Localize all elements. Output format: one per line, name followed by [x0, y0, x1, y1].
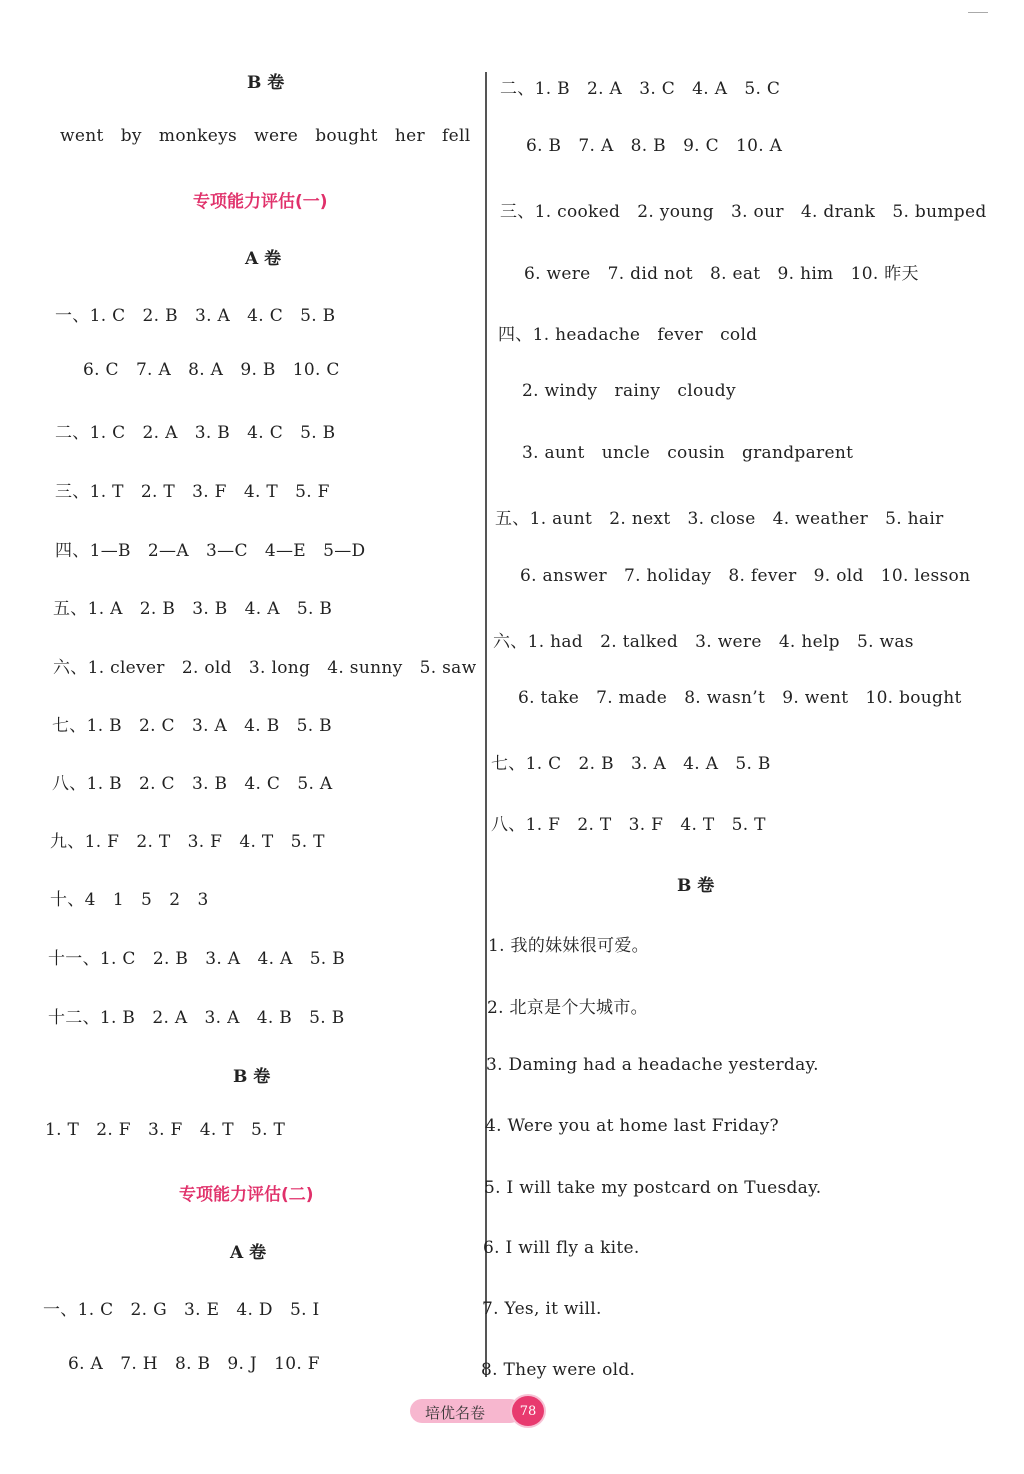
answer-line: 七、1. B 2. C 3. A 4. B 5. B — [52, 716, 332, 736]
answer-line: 三、1. cooked 2. young 3. our 4. drank 5. bumped — [500, 202, 987, 222]
section-title-1: 专项能力评估(一) — [193, 192, 328, 212]
answer-line: 6. I will fly a kite. — [483, 1238, 640, 1258]
heading-b-juan-2: B 卷 — [233, 1067, 271, 1087]
answer-line: 十、4 1 5 2 3 — [50, 890, 209, 910]
answer-line: 五、1. A 2. B 3. B 4. A 5. B — [53, 599, 333, 619]
heading-a-juan-2: A 卷 — [230, 1243, 267, 1263]
section-title-2: 专项能力评估(二) — [179, 1185, 314, 1205]
answer-line: 6. A 7. H 8. B 9. J 10. F — [68, 1354, 320, 1374]
left-column — [0, 0, 480, 1474]
answer-line: 十二、1. B 2. A 3. A 4. B 5. B — [48, 1008, 345, 1028]
answer-line: 6. B 7. A 8. B 9. C 10. A — [526, 136, 783, 156]
answer-line: 3. Daming had a headache yesterday. — [486, 1055, 819, 1075]
answer-line: 2. windy rainy cloudy — [522, 381, 736, 401]
answer-line: 一、1. C 2. B 3. A 4. C 5. B — [55, 306, 336, 326]
footer-label: 培优名卷 — [425, 1404, 486, 1422]
page-number: 78 — [512, 1396, 544, 1426]
answer-line: 6. answer 7. holiday 8. fever 9. old 10. lesson — [520, 566, 971, 586]
answer-line: 6. take 7. made 8. wasn’t 9. went 10. bought — [518, 688, 962, 708]
answer-line: 4. Were you at home last Friday? — [485, 1116, 779, 1136]
answer-line: 2. 北京是个大城市。 — [487, 998, 648, 1018]
answer-line: 六、1. had 2. talked 3. were 4. help 5. was — [493, 632, 914, 652]
answer-line: 8. They were old. — [481, 1360, 636, 1380]
right-column — [480, 0, 1024, 1474]
answer-line: 八、1. F 2. T 3. F 4. T 5. T — [491, 815, 766, 835]
answer-line: 6. C 7. A 8. A 9. B 10. C — [83, 360, 340, 380]
answer-line: 十一、1. C 2. B 3. A 4. A 5. B — [48, 949, 346, 969]
answer-line: 1. 我的妹妹很可爱。 — [488, 936, 649, 956]
answer-line: went by monkeys were bought her fell — [60, 126, 471, 146]
answer-line: 二、1. C 2. A 3. B 4. C 5. B — [55, 423, 336, 443]
answer-line: 6. were 7. did not 8. eat 9. him 10. 昨天 — [524, 264, 919, 284]
answer-line: 7. Yes, it will. — [482, 1299, 602, 1319]
heading-b-juan: B 卷 — [677, 876, 715, 896]
answer-line: 五、1. aunt 2. next 3. close 4. weather 5. hair — [495, 509, 944, 529]
answer-line: 三、1. T 2. T 3. F 4. T 5. F — [55, 482, 330, 502]
answer-line: 四、1—B 2—A 3—C 4—E 5—D — [55, 541, 366, 561]
answer-line: 四、1. headache fever cold — [498, 325, 758, 345]
page-footer — [410, 1396, 550, 1426]
answer-line: 七、1. C 2. B 3. A 4. A 5. B — [491, 754, 771, 774]
answer-line: 3. aunt uncle cousin grandparent — [522, 443, 854, 463]
answer-line: 二、1. B 2. A 3. C 4. A 5. C — [500, 79, 781, 99]
answer-line: 九、1. F 2. T 3. F 4. T 5. T — [50, 832, 325, 852]
answer-line: 5. I will take my postcard on Tuesday. — [484, 1178, 822, 1198]
answer-line: 六、1. clever 2. old 3. long 4. sunny 5. saw — [53, 658, 477, 678]
heading-b-juan-1: B 卷 — [247, 73, 285, 93]
answer-line: 一、1. C 2. G 3. E 4. D 5. I — [43, 1300, 320, 1320]
heading-a-juan-1: A 卷 — [245, 249, 282, 269]
answer-line: 八、1. B 2. C 3. B 4. C 5. A — [52, 774, 333, 794]
answer-line: 1. T 2. F 3. F 4. T 5. T — [45, 1120, 286, 1140]
